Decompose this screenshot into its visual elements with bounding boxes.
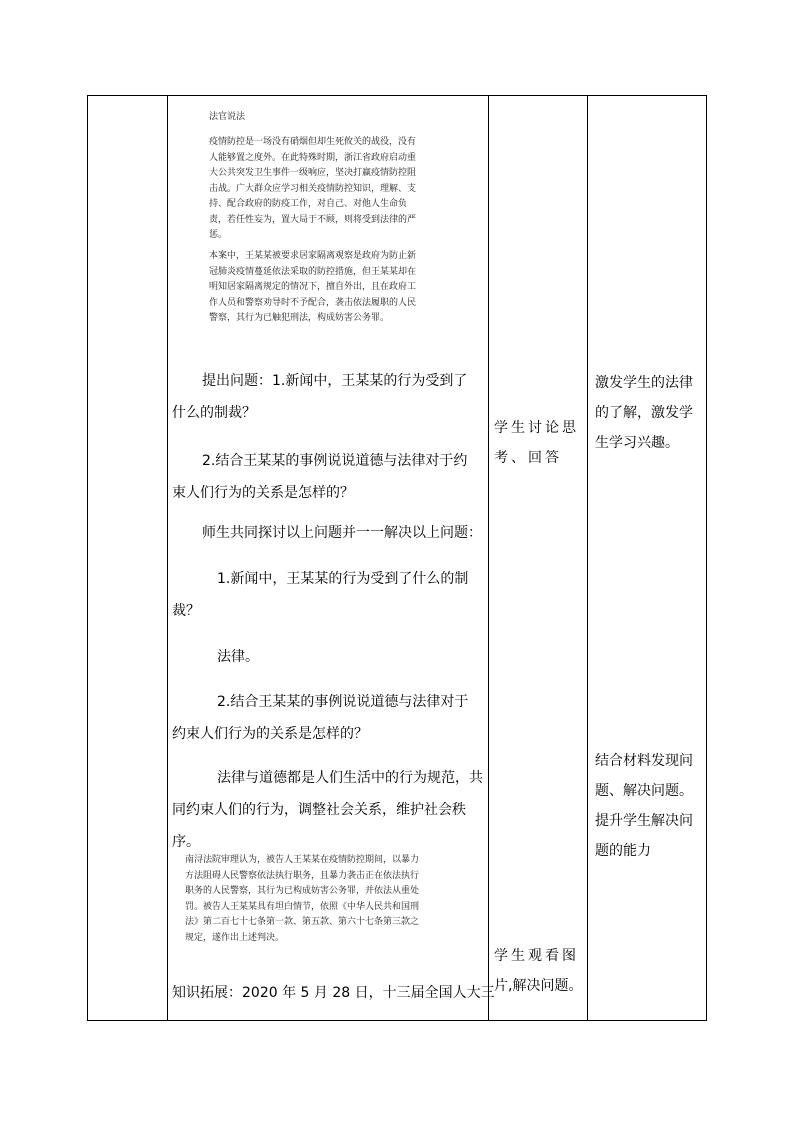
student-activity-1	[494, 413, 582, 473]
material-paragraph: 疫情防控是一场没有硝烟但却生死攸关的战役，没有人能够置之度外。在此特殊时期，浙江省政府启动重大公共突发卫生事件一级响应，坚决打赢疫情防控阻击战。广大群众应学习相关疫情防控知识，理解、支持、配合政府的防疫工作，对自己、对他人生命负责，若任性妄为，置大局于不顾，则将受到法律的严惩。	[209, 137, 417, 240]
student-activity-line: 学生讨论思	[494, 420, 579, 436]
question-2: 2.结合王某某的事例说说道德与法律对于约束人们行为的关系是怎样的？	[172, 453, 468, 501]
question-1: 提出问题：1.新闻中，王某某的行为受到了什么的制裁？	[172, 373, 468, 421]
student-activity-line: 考、回答	[494, 450, 562, 466]
column-divider	[587, 95, 588, 1021]
design-intent-1: 激发学生的法律的了解，激发学生学习兴趣。	[595, 375, 693, 451]
answer-2: 法律与道德都是人们生活中的行为规范，共同约束人们的行为，调整社会关系，维护社会秩序。	[172, 770, 483, 850]
discussion-intro: 师生共同探讨以上问题并一一解决以上问题：	[202, 525, 482, 541]
answer-1-question: 1.新闻中，王某某的行为受到了什么的制裁？	[172, 571, 469, 619]
answer-2-question: 2.结合王某某的事例说说道德与法律对于约束人们行为的关系是怎样的？	[172, 694, 469, 742]
answer-1: 法律。	[217, 649, 259, 665]
design-intent-2: 结合材料发现问题、解决问题。提升学生解决问题的能力	[595, 753, 693, 859]
column-divider	[488, 95, 489, 1021]
material-title: 法官说法	[209, 112, 246, 122]
column-divider	[167, 95, 168, 1021]
material-paragraph: 本案中，王某某被要求居家隔离观察是政府为防止新冠肺炎疫情蔓延依法采取的防控措施，但王某某却在明知居家隔离规定的情况下，擅自外出，且在政府工作人员和警察劝导时不予配合，袭击依法履职的人民警察，其行为已触犯刑法，构成妨害公务罪。	[209, 251, 417, 323]
court-ruling-image-text: 南浔法院审理认为，被告人王某某在疫情防控期间，以暴力方法阻碍人民警察依法执行职务，且暴力袭击正在依法执行职务的人民警察，其行为已构成妨害公务罪，并依法从重处罚。被告人王某某具有坦白情节，依照《中华人民共和国刑法》第二百七十七条第一款、第五款、第六十七条第三款之规定，遂作出上述判决。	[185, 855, 420, 943]
student-activity-2	[494, 941, 586, 1001]
knowledge-extension: 知识拓展：2020 年 5 月 28 日，十三届全国人大三	[172, 985, 495, 1001]
student-activity-line: 学生观看图	[494, 948, 579, 964]
student-activity-line: 片,解决问题。	[494, 978, 583, 994]
